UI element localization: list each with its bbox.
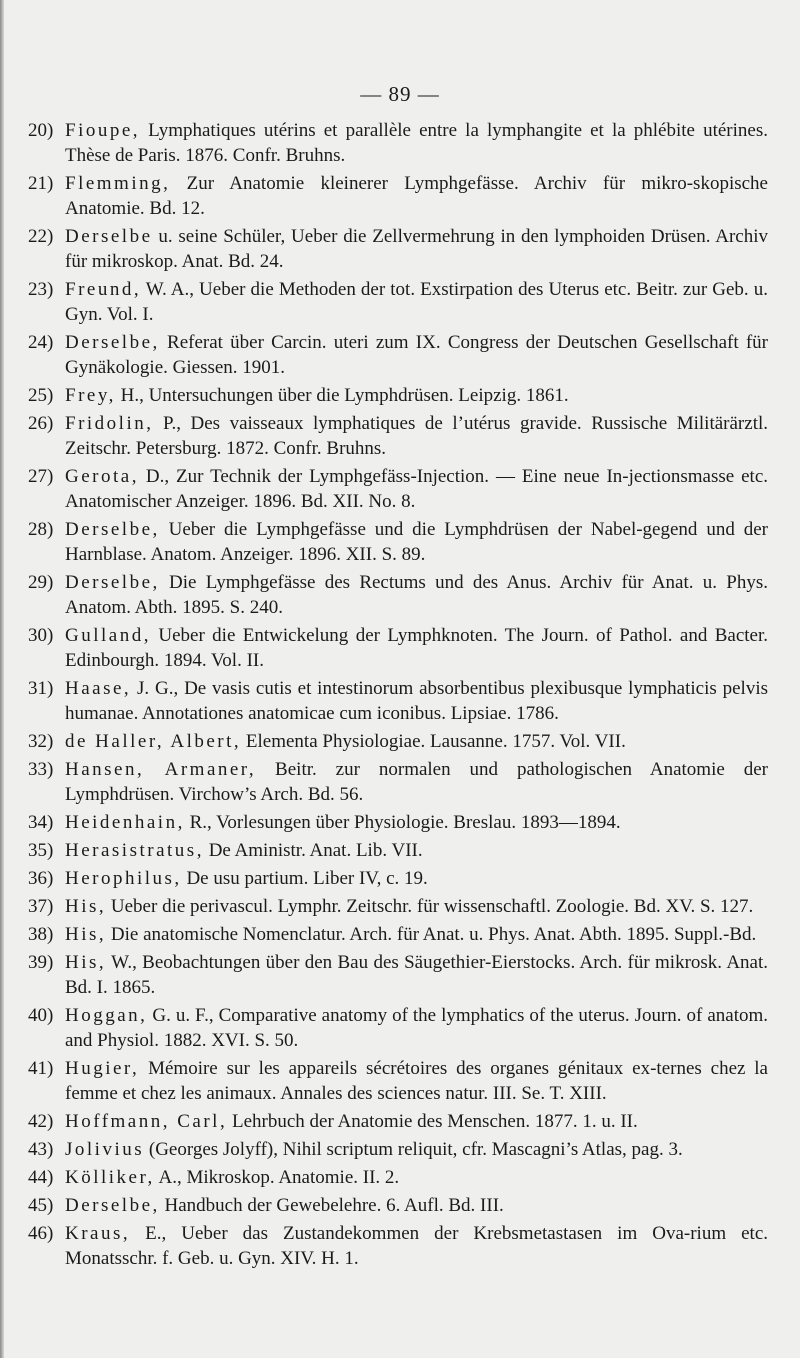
reference-text: Mémoire sur les appareils sécrétoires des organes génitaux ex-ternes chez la femme et chez les animaux. Annales des sciences natur. III. Se. T. XIII. — [65, 1058, 768, 1104]
reference-text: R., Vorlesungen über Physiologie. Breslau. 1893—1894. — [184, 812, 621, 833]
reference-author: Freund, — [65, 279, 142, 300]
reference-author: Hansen, Armaner, — [65, 759, 257, 780]
reference-text: Die anatomische Nomenclatur. Arch. für Anat. u. Phys. Anat. Abth. 1895. Suppl.-Bd. — [106, 924, 757, 945]
reference-number: 31) — [28, 678, 54, 699]
reference-entry — [28, 1193, 768, 1218]
reference-entry — [28, 894, 768, 919]
reference-number: 27) — [28, 466, 54, 487]
reference-author: Jolivius — [65, 1139, 145, 1160]
reference-entry — [28, 810, 768, 835]
reference-number: 32) — [28, 731, 54, 752]
reference-author: Gerota, — [65, 466, 139, 487]
reference-text: W., Beobachtungen über den Bau des Säugethier-Eierstocks. Arch. für mikrosk. Anat. Bd. I. 1865. — [65, 952, 768, 998]
reference-entry — [28, 224, 768, 274]
reference-text: Handbuch der Gewebelehre. 6. Aufl. Bd. III. — [159, 1195, 504, 1216]
reference-text: De Aministr. Anat. Lib. VII. — [203, 840, 423, 861]
reference-number: 28) — [28, 519, 54, 540]
reference-entry — [28, 464, 768, 514]
reference-author: Hugier, — [65, 1058, 140, 1079]
reference-text: Ueber die Lymphgefässe und die Lymphdrüsen der Nabel-gegend und der Harnblase. Anatom. Anzeiger. 1896. XII. S. 89. — [65, 519, 768, 565]
reference-number: 22) — [28, 226, 54, 247]
reference-number: 29) — [28, 572, 54, 593]
reference-text: P., Des vaisseaux lymphatiques de l’utérus gravide. Russische Militärärztl. Zeitschr. Petersburg. 1872. Confr. Bruhns. — [65, 413, 768, 459]
page-number: — 89 — — [360, 82, 440, 106]
reference-author: Derselbe, — [65, 519, 160, 540]
reference-entry — [28, 623, 768, 673]
reference-entry — [28, 866, 768, 891]
reference-entry — [28, 757, 768, 807]
reference-number: 38) — [28, 924, 54, 945]
reference-entry — [28, 838, 768, 863]
reference-entry — [28, 729, 768, 754]
reference-text: Lymphatiques utérins et parallèle entre la lymphangite et la phlébite utérines. Thèse de Paris. 1876. Confr. Bruhns. — [65, 120, 768, 166]
reference-author: Derselbe, — [65, 332, 160, 353]
reference-number: 25) — [28, 385, 54, 406]
reference-entry — [28, 1003, 768, 1053]
reference-entry — [28, 118, 768, 168]
reference-number: 33) — [28, 759, 54, 780]
reference-entry — [28, 1137, 768, 1162]
reference-text: u. seine Schüler, Ueber die Zellvermehrung in den lymphoiden Drüsen. Archiv für mikroskop. Anat. Bd. 24. — [65, 226, 768, 272]
reference-number: 21) — [28, 173, 54, 194]
reference-entry — [28, 1165, 768, 1190]
reference-text: H., Untersuchungen über die Lymphdrüsen. Leipzig. 1861. — [115, 385, 569, 406]
reference-text: Ueber die Entwickelung der Lymphknoten. The Journ. of Pathol. and Bacter. Edinbourgh. 1894. Vol. II. — [65, 625, 768, 671]
reference-number: 42) — [28, 1111, 54, 1132]
reference-number: 34) — [28, 812, 54, 833]
reference-text: Ueber die perivascul. Lymphr. Zeitschr. für wissenschaftl. Zoologie. Bd. XV. S. 127. — [106, 896, 754, 917]
reference-number: 20) — [28, 120, 54, 141]
reference-number: 39) — [28, 952, 54, 973]
reference-text: Lehrbuch der Anatomie des Menschen. 1877. 1. u. II. — [227, 1111, 638, 1132]
reference-number: 43) — [28, 1139, 54, 1160]
reference-author: Haase, — [65, 678, 132, 699]
reference-author: His, — [65, 924, 107, 945]
reference-author: Derselbe, — [65, 572, 160, 593]
reference-text: Beitr. zur normalen und pathologischen Anatomie der Lymphdrüsen. Virchow’s Arch. Bd. 56. — [65, 759, 768, 805]
reference-author: Hoggan, — [65, 1005, 148, 1026]
reference-number: 46) — [28, 1223, 54, 1244]
reference-entry — [28, 171, 768, 221]
reference-number: 45) — [28, 1195, 54, 1216]
reference-author: Kölliker, — [65, 1167, 155, 1188]
page-edge-shadow — [0, 0, 4, 1358]
reference-author: Herasistratus, — [65, 840, 204, 861]
reference-number: 24) — [28, 332, 54, 353]
reference-text: G. u. F., Comparative anatomy of the lymphatics of the uterus. Journ. of anatom. and Physiol. 1882. XVI. S. 50. — [65, 1005, 768, 1051]
reference-text: E., Ueber das Zustandekommen der Krebsmetastasen im Ova-rium etc. Monatsschr. f. Geb. u. Gyn. XIV. H. 1. — [65, 1223, 768, 1269]
reference-number: 36) — [28, 868, 54, 889]
reference-text: Zur Anatomie kleinerer Lymphgefässe. Archiv für mikro-skopische Anatomie. Bd. 12. — [65, 173, 768, 219]
reference-author: Kraus, — [65, 1223, 131, 1244]
reference-number: 40) — [28, 1005, 54, 1026]
reference-author: Derselbe, — [65, 1195, 160, 1216]
reference-number: 44) — [28, 1167, 54, 1188]
reference-number: 23) — [28, 279, 54, 300]
reference-entry — [28, 517, 768, 567]
reference-number: 35) — [28, 840, 54, 861]
reference-text: D., Zur Technik der Lymphgefäss-Injection. — Eine neue In-jectionsmasse etc. Anatomischer Anzeiger. 1896. Bd. XII. No. 8. — [65, 466, 768, 512]
reference-entry — [28, 570, 768, 620]
reference-entry — [28, 922, 768, 947]
reference-entry — [28, 1056, 768, 1106]
reference-text: Die Lymphgefässe des Rectums und des Anus. Archiv für Anat. u. Phys. Anatom. Abth. 1895. S. 240. — [65, 572, 768, 618]
reference-author: Gulland, — [65, 625, 151, 646]
reference-text: De usu partium. Liber IV, c. 19. — [181, 868, 428, 889]
reference-entry — [28, 383, 768, 408]
reference-author: Hoffmann, Carl, — [65, 1111, 228, 1132]
reference-entry — [28, 330, 768, 380]
reference-number: 30) — [28, 625, 54, 646]
reference-entry — [28, 950, 768, 1000]
reference-text: W. A., Ueber die Methoden der tot. Exstirpation des Uterus etc. Beitr. zur Geb. u. Gyn. Vol. I. — [65, 279, 768, 325]
reference-entry — [28, 411, 768, 461]
reference-text: J. G., De vasis cutis et intestinorum absorbentibus plexibusque lymphaticis pelvis humanae. Annotationes anatomicae cum iconibus. Lipsiae. 1786. — [65, 678, 768, 724]
reference-text: (Georges Jolyff), Nihil scriptum reliquit, cfr. Mascagni’s Atlas, pag. 3. — [144, 1139, 683, 1160]
reference-entry — [28, 1221, 768, 1271]
reference-number: 41) — [28, 1058, 54, 1079]
reference-text: Elementa Physiologiae. Lausanne. 1757. Vol. VII. — [241, 731, 626, 752]
reference-entry — [28, 1109, 768, 1134]
reference-author: de Haller, Albert, — [65, 731, 242, 752]
reference-text: Referat über Carcin. uteri zum IX. Congress der Deutschen Gesellschaft für Gynäkologie. Giessen. 1901. — [65, 332, 768, 378]
reference-entry — [28, 277, 768, 327]
reference-author: Frey, — [65, 385, 116, 406]
reference-author: His, — [65, 952, 107, 973]
reference-author: His, — [65, 896, 107, 917]
reference-list — [28, 118, 768, 1274]
reference-author: Heidenhain, — [65, 812, 185, 833]
reference-author: Derselbe — [65, 226, 153, 247]
reference-text: A., Mikroskop. Anatomie. II. 2. — [154, 1167, 400, 1188]
reference-entry — [28, 676, 768, 726]
reference-author: Flemming, — [65, 173, 171, 194]
reference-author: Herophilus, — [65, 868, 182, 889]
reference-author: Fioupe, — [65, 120, 141, 141]
reference-number: 26) — [28, 413, 54, 434]
reference-number: 37) — [28, 896, 54, 917]
reference-author: Fridolin, — [65, 413, 154, 434]
